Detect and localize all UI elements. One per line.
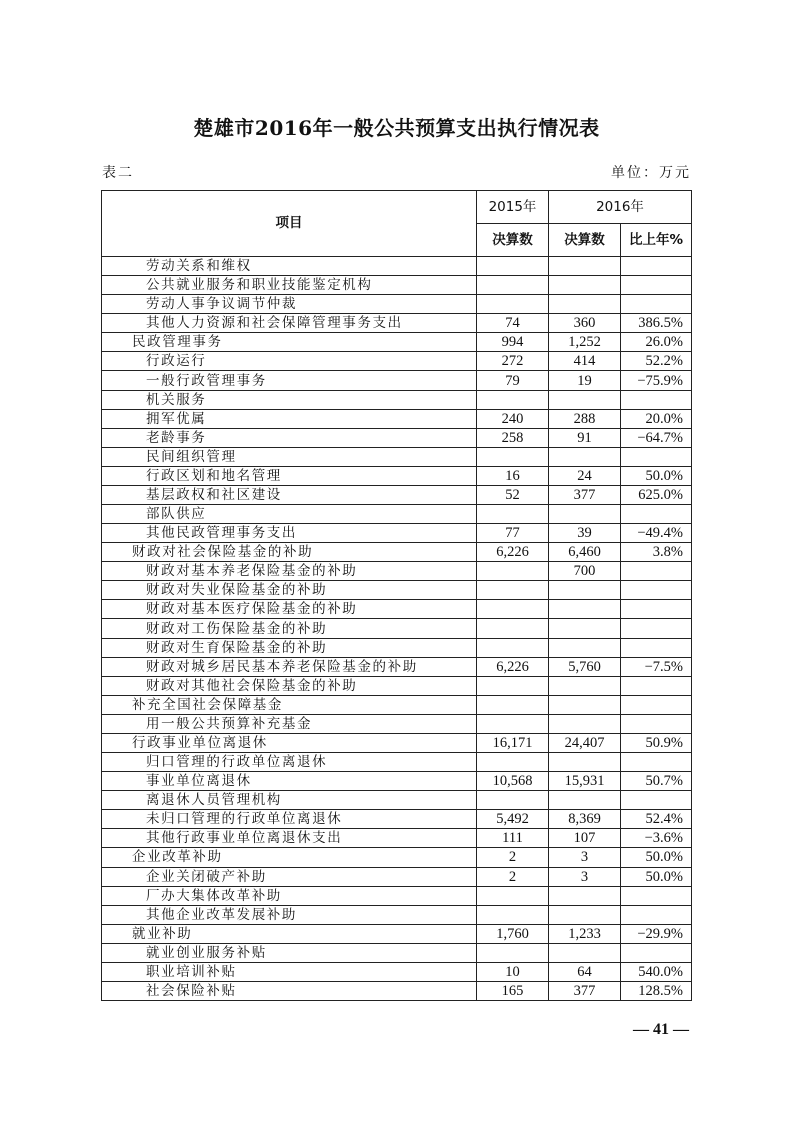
row-2016-value: 414 <box>549 352 621 371</box>
row-2016-value <box>549 390 621 409</box>
row-2015-value <box>477 619 549 638</box>
row-item-label: 民政管理事务 <box>102 333 477 352</box>
row-change-percent <box>621 714 692 733</box>
row-item-label: 行政区划和地名管理 <box>102 466 477 485</box>
document-title: 楚雄市2016年一般公共预算支出执行情况表 <box>193 116 600 140</box>
row-2015-value <box>477 695 549 714</box>
row-2016-value: 1,233 <box>549 924 621 943</box>
row-item-label: 财政对基本养老保险基金的补助 <box>102 562 477 581</box>
row-2016-value: 700 <box>549 562 621 581</box>
row-change-percent <box>621 390 692 409</box>
row-2015-value <box>477 886 549 905</box>
row-change-percent: 52.4% <box>621 810 692 829</box>
row-change-percent <box>621 581 692 600</box>
unit-label: 单位：万元 <box>611 165 691 181</box>
row-change-percent <box>621 791 692 810</box>
row-2015-value <box>477 505 549 524</box>
table-row <box>102 924 692 943</box>
budget-table <box>101 190 692 1001</box>
table-row <box>102 390 692 409</box>
table-row <box>102 962 692 981</box>
row-item-label: 行政运行 <box>102 352 477 371</box>
row-2016-value: 19 <box>549 371 621 390</box>
row-2015-value: 6,226 <box>477 543 549 562</box>
row-2016-value: 6,460 <box>549 543 621 562</box>
row-change-percent <box>621 562 692 581</box>
row-item-label: 财政对生育保险基金的补助 <box>102 638 477 657</box>
row-2016-value: 15,931 <box>549 772 621 791</box>
row-change-percent <box>621 695 692 714</box>
row-2016-value <box>549 600 621 619</box>
table-row <box>102 447 692 466</box>
row-change-percent: −3.6% <box>621 829 692 848</box>
row-item-label: 基层政权和社区建设 <box>102 485 477 504</box>
table-row <box>102 733 692 752</box>
table-row <box>102 314 692 333</box>
row-2015-value: 10,568 <box>477 772 549 791</box>
row-item-label: 用一般公共预算补充基金 <box>102 714 477 733</box>
row-2016-value: 377 <box>549 485 621 504</box>
row-2016-value <box>549 638 621 657</box>
row-2015-value: 16 <box>477 466 549 485</box>
row-2016-value <box>549 619 621 638</box>
row-2016-value: 1,252 <box>549 333 621 352</box>
row-2016-value <box>549 505 621 524</box>
row-change-percent: −64.7% <box>621 428 692 447</box>
row-2015-value: 16,171 <box>477 733 549 752</box>
row-2016-value: 377 <box>549 981 621 1000</box>
row-2015-value: 52 <box>477 485 549 504</box>
table-row <box>102 371 692 390</box>
row-item-label: 财政对其他社会保险基金的补助 <box>102 676 477 695</box>
row-item-label: 拥军优属 <box>102 409 477 428</box>
row-2016-value <box>549 295 621 314</box>
table-row <box>102 352 692 371</box>
table-row <box>102 581 692 600</box>
row-item-label: 民间组织管理 <box>102 447 477 466</box>
header-item: 项目 <box>102 191 477 257</box>
row-2016-value <box>549 905 621 924</box>
row-change-percent: 540.0% <box>621 962 692 981</box>
row-2015-value: 111 <box>477 829 549 848</box>
row-change-percent: 50.7% <box>621 772 692 791</box>
header-year-2016: 2016年 <box>549 191 692 224</box>
table-row <box>102 600 692 619</box>
row-item-label: 补充全国社会保障基金 <box>102 695 477 714</box>
row-2016-value: 24 <box>549 466 621 485</box>
header-year-2015: 2015年 <box>477 191 549 224</box>
row-change-percent <box>621 886 692 905</box>
table-row <box>102 791 692 810</box>
header-row-1 <box>102 191 692 224</box>
row-2016-value: 8,369 <box>549 810 621 829</box>
row-item-label: 归口管理的行政单位离退休 <box>102 753 477 772</box>
row-2016-value: 288 <box>549 409 621 428</box>
row-item-label: 其他行政事业单位离退休支出 <box>102 829 477 848</box>
header-2016-final: 决算数 <box>549 224 621 257</box>
row-2015-value <box>477 753 549 772</box>
row-item-label: 劳动关系和维权 <box>102 257 477 276</box>
row-2015-value <box>477 676 549 695</box>
row-2015-value <box>477 638 549 657</box>
table-row <box>102 905 692 924</box>
row-item-label: 部队供应 <box>102 505 477 524</box>
table-row <box>102 829 692 848</box>
table-row <box>102 428 692 447</box>
row-2016-value <box>549 276 621 295</box>
row-change-percent <box>621 276 692 295</box>
row-2016-value <box>549 695 621 714</box>
row-2016-value <box>549 791 621 810</box>
row-2016-value: 64 <box>549 962 621 981</box>
row-item-label: 财政对城乡居民基本养老保险基金的补助 <box>102 657 477 676</box>
row-change-percent <box>621 676 692 695</box>
table-row <box>102 485 692 504</box>
table-row <box>102 543 692 562</box>
row-item-label: 事业单位离退休 <box>102 772 477 791</box>
header-change: 比上年% <box>621 224 692 257</box>
table-row <box>102 753 692 772</box>
table-row <box>102 409 692 428</box>
row-change-percent <box>621 447 692 466</box>
row-item-label: 财政对失业保险基金的补助 <box>102 581 477 600</box>
row-item-label: 一般行政管理事务 <box>102 371 477 390</box>
table-row <box>102 257 692 276</box>
row-2015-value <box>477 295 549 314</box>
row-item-label: 老龄事务 <box>102 428 477 447</box>
row-change-percent: 50.9% <box>621 733 692 752</box>
row-item-label: 企业改革补助 <box>102 848 477 867</box>
row-change-percent: 50.0% <box>621 867 692 886</box>
budget-table-body <box>102 191 692 1001</box>
page-number: — 41 — <box>633 1021 689 1038</box>
row-item-label: 其他人力资源和社会保障管理事务支出 <box>102 314 477 333</box>
table-row <box>102 333 692 352</box>
row-2016-value: 91 <box>549 428 621 447</box>
row-change-percent <box>621 505 692 524</box>
table-row <box>102 657 692 676</box>
table-row <box>102 466 692 485</box>
table-row <box>102 810 692 829</box>
row-change-percent: −29.9% <box>621 924 692 943</box>
row-change-percent <box>621 905 692 924</box>
row-change-percent <box>621 295 692 314</box>
table-row <box>102 943 692 962</box>
table-row <box>102 772 692 791</box>
row-change-percent: 52.2% <box>621 352 692 371</box>
row-2015-value: 5,492 <box>477 810 549 829</box>
row-2016-value <box>549 581 621 600</box>
table-row <box>102 886 692 905</box>
row-2016-value: 39 <box>549 524 621 543</box>
row-2015-value <box>477 905 549 924</box>
row-item-label: 厂办大集体改革补助 <box>102 886 477 905</box>
row-2015-value <box>477 600 549 619</box>
row-change-percent: −75.9% <box>621 371 692 390</box>
row-2015-value <box>477 791 549 810</box>
row-2016-value <box>549 714 621 733</box>
row-item-label: 未归口管理的行政单位离退休 <box>102 810 477 829</box>
row-item-label: 就业创业服务补贴 <box>102 943 477 962</box>
row-2016-value: 24,407 <box>549 733 621 752</box>
row-2015-value <box>477 257 549 276</box>
table-row <box>102 276 692 295</box>
row-item-label: 机关服务 <box>102 390 477 409</box>
row-2016-value: 107 <box>549 829 621 848</box>
row-2015-value: 1,760 <box>477 924 549 943</box>
table-row <box>102 867 692 886</box>
row-2015-value: 272 <box>477 352 549 371</box>
row-change-percent: 26.0% <box>621 333 692 352</box>
row-change-percent <box>621 753 692 772</box>
row-2016-value <box>549 753 621 772</box>
row-change-percent <box>621 257 692 276</box>
row-2016-value: 3 <box>549 867 621 886</box>
row-item-label: 公共就业服务和职业技能鉴定机构 <box>102 276 477 295</box>
row-item-label: 离退休人员管理机构 <box>102 791 477 810</box>
row-2015-value: 165 <box>477 981 549 1000</box>
table-row <box>102 714 692 733</box>
row-change-percent: 3.8% <box>621 543 692 562</box>
row-2015-value <box>477 943 549 962</box>
row-change-percent: 20.0% <box>621 409 692 428</box>
row-change-percent: 625.0% <box>621 485 692 504</box>
row-2015-value: 79 <box>477 371 549 390</box>
row-2015-value <box>477 714 549 733</box>
row-2016-value <box>549 886 621 905</box>
row-2015-value <box>477 276 549 295</box>
table-row <box>102 619 692 638</box>
row-item-label: 其他民政管理事务支出 <box>102 524 477 543</box>
row-change-percent <box>621 600 692 619</box>
row-item-label: 职业培训补贴 <box>102 962 477 981</box>
table-row <box>102 562 692 581</box>
row-2016-value: 3 <box>549 848 621 867</box>
row-change-percent <box>621 638 692 657</box>
row-item-label: 社会保险补贴 <box>102 981 477 1000</box>
row-2016-value <box>549 447 621 466</box>
row-item-label: 财政对基本医疗保险基金的补助 <box>102 600 477 619</box>
table-row <box>102 505 692 524</box>
row-change-percent: −49.4% <box>621 524 692 543</box>
header-2015-final: 决算数 <box>477 224 549 257</box>
row-2016-value <box>549 676 621 695</box>
row-change-percent: 386.5% <box>621 314 692 333</box>
table-row <box>102 524 692 543</box>
row-change-percent: 128.5% <box>621 981 692 1000</box>
row-2015-value <box>477 390 549 409</box>
row-change-percent <box>621 619 692 638</box>
table-row <box>102 981 692 1000</box>
row-2015-value: 2 <box>477 867 549 886</box>
row-2015-value: 6,226 <box>477 657 549 676</box>
table-row <box>102 295 692 314</box>
row-2016-value: 360 <box>549 314 621 333</box>
row-item-label: 行政事业单位离退休 <box>102 733 477 752</box>
row-change-percent: 50.0% <box>621 848 692 867</box>
table-row <box>102 848 692 867</box>
row-2015-value <box>477 581 549 600</box>
table-label: 表二 <box>102 165 134 181</box>
row-item-label: 劳动人事争议调节仲裁 <box>102 295 477 314</box>
row-2015-value: 2 <box>477 848 549 867</box>
row-2015-value: 74 <box>477 314 549 333</box>
row-item-label: 就业补助 <box>102 924 477 943</box>
row-2015-value: 77 <box>477 524 549 543</box>
table-row <box>102 638 692 657</box>
row-item-label: 财政对工伤保险基金的补助 <box>102 619 477 638</box>
row-2015-value <box>477 447 549 466</box>
row-2015-value: 10 <box>477 962 549 981</box>
row-change-percent: 50.0% <box>621 466 692 485</box>
row-2016-value <box>549 257 621 276</box>
row-change-percent <box>621 943 692 962</box>
row-2015-value: 240 <box>477 409 549 428</box>
row-item-label: 企业关闭破产补助 <box>102 867 477 886</box>
row-change-percent: −7.5% <box>621 657 692 676</box>
row-2015-value <box>477 562 549 581</box>
row-2016-value <box>549 943 621 962</box>
row-item-label: 其他企业改革发展补助 <box>102 905 477 924</box>
table-row <box>102 695 692 714</box>
row-2015-value: 258 <box>477 428 549 447</box>
table-row <box>102 676 692 695</box>
row-2016-value: 5,760 <box>549 657 621 676</box>
row-2015-value: 994 <box>477 333 549 352</box>
row-item-label: 财政对社会保险基金的补助 <box>102 543 477 562</box>
